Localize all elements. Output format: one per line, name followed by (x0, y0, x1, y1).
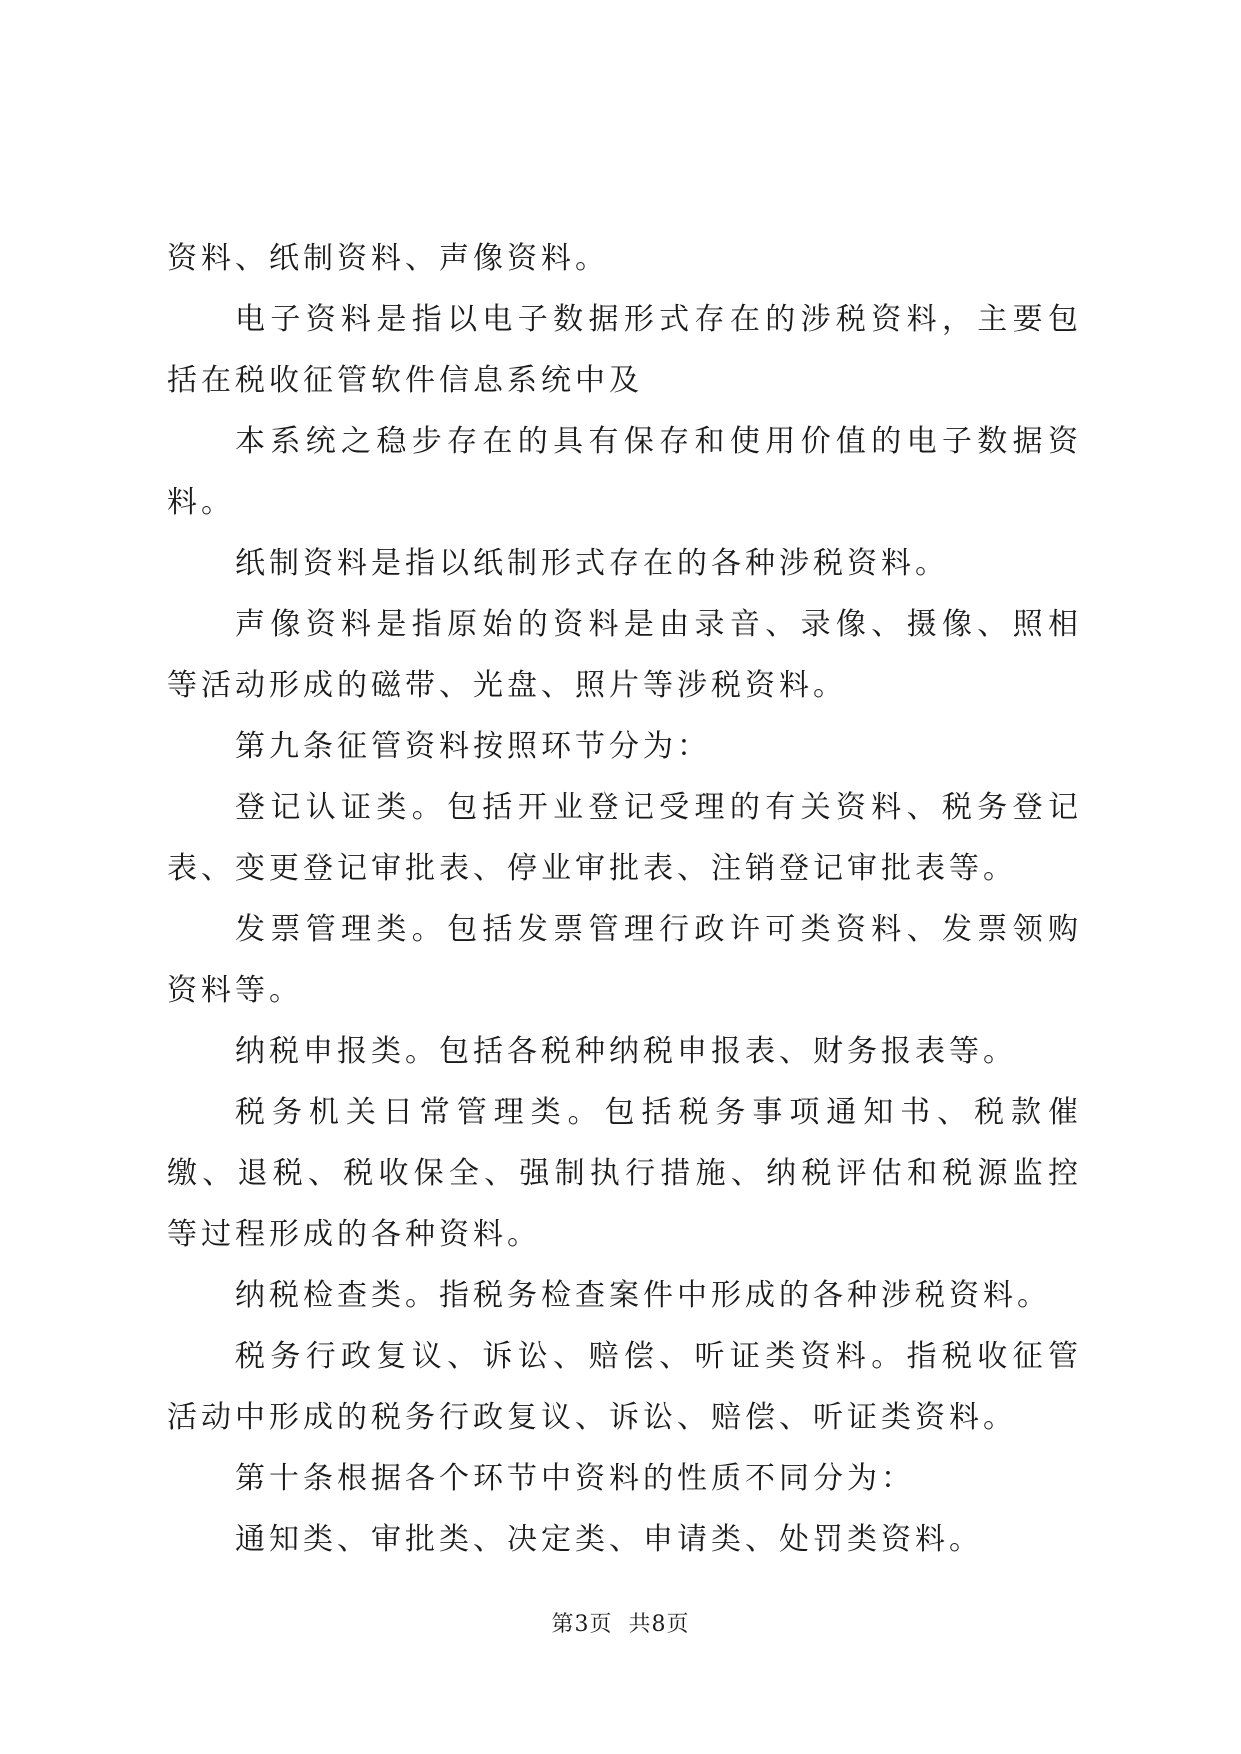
document-body (167, 228, 1082, 1570)
paragraph-14: 通知类、审批类、决定类、申请类、处罚类资料。 (235, 1522, 983, 1557)
page-total: 共8页 (628, 1612, 690, 1637)
page-number: 第3页 (551, 1612, 613, 1637)
paragraph-4: 纸制资料是指以纸制形式存在的各种涉税资料。 (235, 546, 949, 581)
paragraph-8: 发票管理类。包括发票管理行政许可类资料、发票领购资料等。 (167, 912, 1082, 1008)
page-footer (0, 1607, 1241, 1638)
paragraph-1: 资料、纸制资料、声像资料。 (167, 241, 609, 276)
paragraph-3: 本系统之稳步存在的具有保存和使用价值的电子数据资料。 (167, 424, 1082, 520)
paragraph-12: 税务行政复议、诉讼、赔偿、听证类资料。指税收征管活动中形成的税务行政复议、诉讼、赔偿、听证类资料。 (167, 1339, 1082, 1435)
paragraph-6: 第九条征管资料按照环节分为： (235, 729, 711, 764)
paragraph-2: 电子资料是指以电子数据形式存在的涉税资料，主要包括在税收征管软件信息系统中及 (167, 302, 1082, 398)
paragraph-5: 声像资料是指原始的资料是由录音、录像、摄像、照相等活动形成的磁带、光盘、照片等涉税资料。 (167, 607, 1082, 703)
paragraph-10: 税务机关日常管理类。包括税务事项通知书、税款催缴、退税、税收保全、强制执行措施、纳税评估和税源监控等过程形成的各种资料。 (167, 1095, 1082, 1252)
paragraph-13: 第十条根据各个环节中资料的性质不同分为： (235, 1461, 915, 1496)
paragraph-9: 纳税申报类。包括各税种纳税申报表、财务报表等。 (235, 1034, 1017, 1069)
paragraph-7: 登记认证类。包括开业登记受理的有关资料、税务登记表、变更登记审批表、停业审批表、注销登记审批表等。 (167, 790, 1082, 886)
paragraph-11: 纳税检查类。指税务检查案件中形成的各种涉税资料。 (235, 1278, 1051, 1313)
